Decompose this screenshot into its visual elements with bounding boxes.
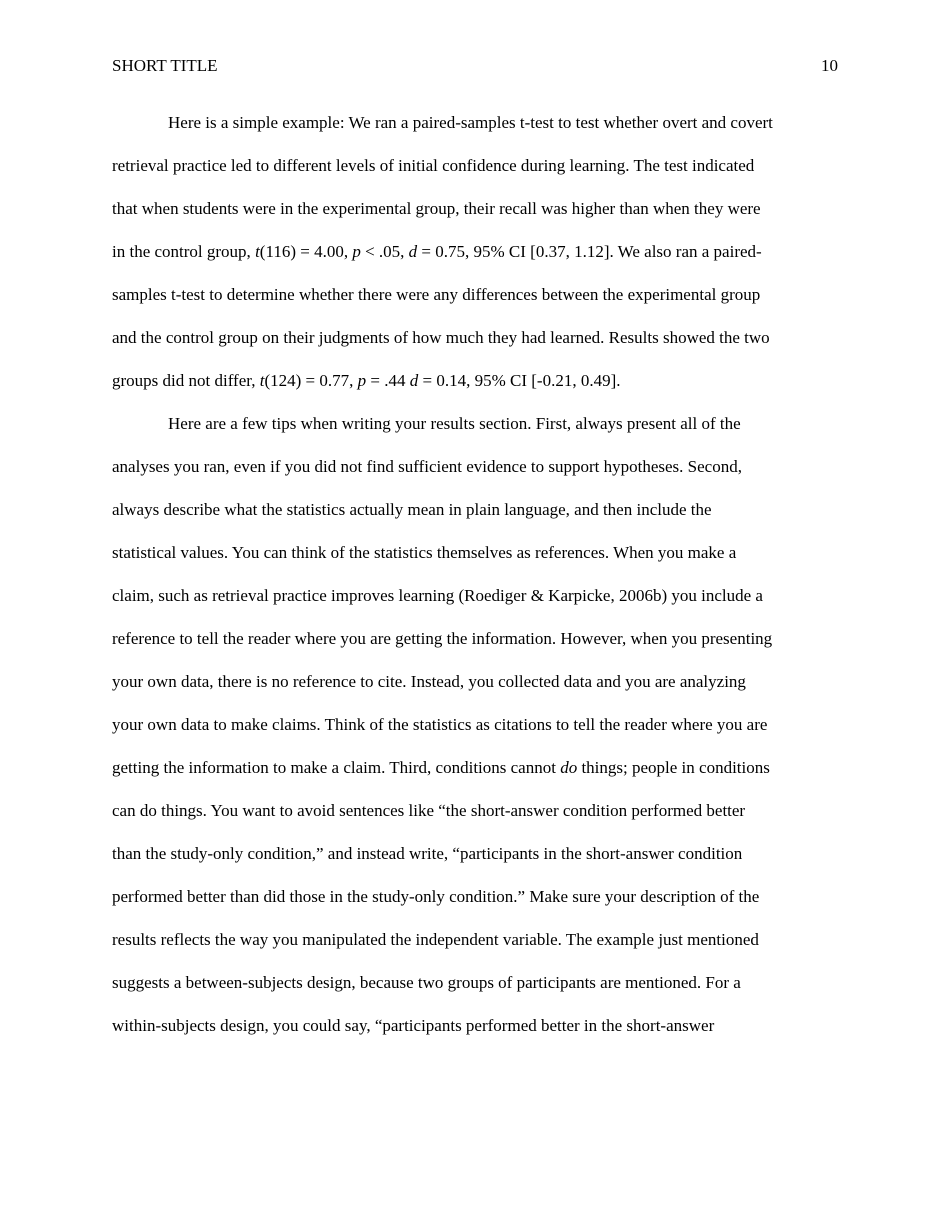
text-run: in the control group,: [112, 242, 256, 261]
italic-text: d: [409, 371, 419, 390]
paragraph: [112, 101, 838, 402]
text-run: results reflects the way you manipulated the independent variable. The example just mentioned: [112, 930, 759, 949]
text-run: retrieval practice led to different levels of initial confidence during learning. The test indicated: [112, 156, 755, 175]
text-run: things; people in conditions: [577, 758, 770, 777]
text-run: = 0.75, 95% CI [0.37, 1.12]. We also ran a paired-: [417, 242, 762, 261]
text-run: reference to tell the reader where you are getting the information. However, when you presenting: [112, 629, 773, 648]
text-run: always describe what the statistics actually mean in plain language, and then include the: [112, 500, 712, 519]
text-run: that when students were in the experimental group, their recall was higher than when they were: [112, 199, 761, 218]
text-line: [112, 273, 838, 316]
text-line: [112, 789, 838, 832]
text-run: (124) = 0.77,: [264, 371, 358, 390]
text-line: [112, 531, 838, 574]
text-line: [112, 144, 838, 187]
text-line: [112, 488, 838, 531]
italic-text: t: [255, 242, 260, 261]
text-line: [112, 445, 838, 488]
text-line: [112, 187, 838, 230]
text-run: within-subjects design, you could say, “participants performed better in the short-answer: [112, 1016, 715, 1035]
text-run: Here is a simple example: We ran a paired-samples t-test to test whether overt and covert: [168, 113, 773, 132]
text-line: [112, 101, 838, 144]
text-line: [112, 316, 838, 359]
text-line: [112, 617, 838, 660]
text-line: [112, 961, 838, 1004]
italic-text: p: [357, 371, 367, 390]
running-head: SHORT TITLE: [112, 56, 218, 75]
italic-text: t: [259, 371, 265, 390]
text-run: suggests a between-subjects design, because two groups of participants are mentioned. For a: [112, 973, 741, 992]
text-run: and the control group on their judgments of how much they had learned. Results showed the two: [112, 328, 770, 347]
italic-text: d: [408, 242, 418, 261]
text-run: samples t-test to determine whether there were any differences between the experimental group: [112, 285, 761, 304]
text-run: statistical values. You can think of the statistics themselves as references. When you make a: [112, 543, 737, 562]
text-line: [112, 832, 838, 875]
paragraph: [112, 402, 838, 1047]
text-line: [112, 1004, 838, 1047]
text-line: [112, 230, 838, 273]
page-number: 10: [821, 56, 838, 75]
text-run: performed better than did those in the study-only condition.” Make sure your description of the: [112, 887, 760, 906]
text-line: [112, 746, 838, 789]
text-run: analyses you ran, even if you did not find sufficient evidence to support hypotheses. Second,: [112, 457, 742, 476]
text-run: = .44: [366, 371, 410, 390]
italic-text: do: [560, 758, 578, 777]
text-line: [112, 660, 838, 703]
text-run: (116) = 4.00,: [259, 242, 353, 261]
text-line: [112, 402, 838, 445]
text-line: [112, 574, 838, 617]
body-text: [112, 101, 838, 1047]
text-run: than the study-only condition,” and instead write, “participants in the short-answer condition: [112, 844, 743, 863]
text-line: [112, 703, 838, 746]
text-line: [112, 359, 838, 402]
page-header: [112, 56, 838, 80]
italic-text: p: [352, 242, 361, 261]
text-run: groups did not differ,: [112, 371, 260, 390]
text-run: getting the information to make a claim. Third, conditions cannot: [112, 758, 561, 777]
text-line: [112, 918, 838, 961]
text-run: = 0.14, 95% CI [-0.21, 0.49].: [418, 371, 621, 390]
text-run: your own data, there is no reference to cite. Instead, you collected data and you are analyzing: [112, 672, 746, 691]
text-run: claim, such as retrieval practice improves learning (Roediger & Karpicke, 2006b) you include a: [112, 586, 763, 605]
text-line: [112, 875, 838, 918]
text-run: your own data to make claims. Think of the statistics as citations to tell the reader where you are: [112, 715, 768, 734]
text-run: < .05,: [360, 242, 409, 261]
text-run: can do things. You want to avoid sentences like “the short-answer condition performed better: [112, 801, 746, 820]
text-run: Here are a few tips when writing your results section. First, always present all of the: [168, 414, 741, 433]
